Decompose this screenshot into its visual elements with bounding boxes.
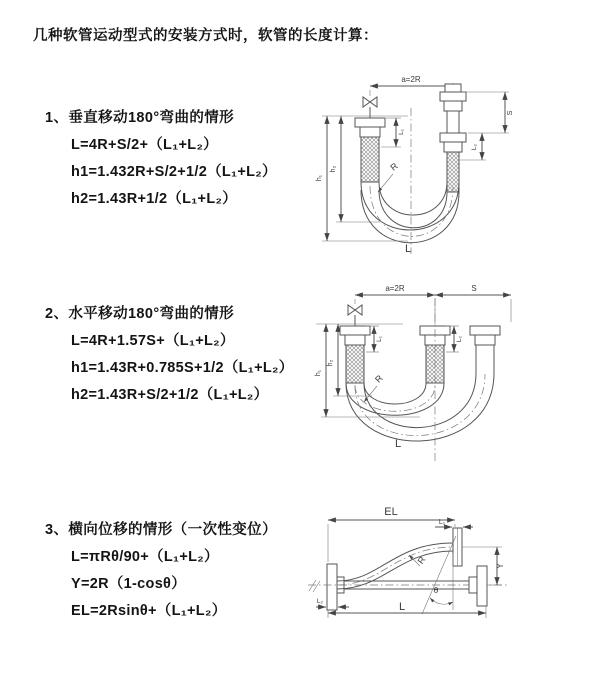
formula-line: L=4R+S/2+（L₁+L₂） (71, 137, 218, 153)
page-title: 几种软管运动型式的安装方式时，软管的长度计算： (33, 28, 378, 44)
left-fitting (340, 326, 370, 383)
hose-loops (361, 182, 459, 243)
dim-label-a2r: a=2R (385, 284, 405, 293)
dim-label-r: R (388, 160, 400, 173)
diagram-lateral-displacement (296, 500, 600, 652)
left-fitting (355, 118, 385, 182)
dim-label-s: S (471, 284, 477, 293)
diagram-vertical-180-bend (308, 70, 600, 260)
right-flange (469, 566, 487, 606)
right-fitting (470, 326, 500, 373)
section-2 (45, 302, 294, 410)
dim-label-h1: h₁ (315, 369, 322, 377)
dim-label-l: L (398, 601, 406, 613)
section-1 (45, 106, 277, 214)
dim-label-r: R (373, 373, 385, 385)
dim-label-l: L (404, 243, 412, 255)
diagram-horizontal-180-bend (308, 278, 600, 473)
angle-arc (430, 598, 453, 604)
dim-label-l2: L₂ (471, 143, 478, 151)
section-1-heading: 1、垂直移动180°弯曲的情形 (45, 110, 235, 126)
dim-label-l1: L₁ (376, 336, 383, 342)
hose-braid (447, 152, 459, 192)
formula-line: h1=1.43R+0.785S+1/2（L₁+L₂） (71, 360, 294, 376)
dim-label-a2r: a=2R (401, 75, 421, 84)
formula-line: h2=1.43R+1/2（L₁+L₂） (71, 191, 238, 207)
dim-label-r: R (415, 554, 428, 566)
valve-icon (348, 305, 362, 315)
hose-loops (346, 373, 494, 441)
formula-line: h2=1.43R+S/2+1/2（L₁+L₂） (71, 387, 269, 403)
formula-line: Y=2R（1-cosθ） (71, 576, 186, 592)
dim-label-h1: h₁ (316, 174, 323, 182)
radius-leader (378, 174, 393, 192)
break-mark (309, 580, 320, 592)
dim-label-s: S (505, 110, 514, 116)
dim-label-theta: θ (433, 585, 439, 595)
dim-label-y: Y (495, 562, 505, 570)
hose-braid (346, 345, 364, 383)
formula-line: h1=1.432R+S/2+1/2（L₁+L₂） (71, 164, 277, 180)
formula-line: L=πRθ/90+（L₁+L₂） (71, 549, 219, 565)
dim-label-l: L (394, 438, 402, 450)
dim-label-l2: L₂ (456, 335, 463, 343)
formula-line: EL=2Rsinθ+（L₁+L₂） (71, 603, 227, 619)
upper-flange (453, 528, 462, 566)
dim-label-l1: L₁ (398, 129, 405, 135)
dim-label-h2: h₂ (330, 165, 337, 173)
section-2-heading: 2、水平移动180°弯曲的情形 (45, 306, 235, 322)
dim-label-el: EL (384, 506, 398, 518)
formula-line: L=4R+1.57S+（L₁+L₂） (71, 333, 235, 349)
section-3 (45, 518, 277, 626)
valve-icon (363, 97, 377, 107)
section-3-heading: 3、横向位移的情形（一次性变位） (45, 522, 277, 538)
left-flange (327, 564, 344, 610)
right-fitting (440, 84, 466, 192)
dim-label-l2: L₂ (316, 598, 324, 605)
hose-braid (361, 137, 379, 182)
dim-label-h2: h₂ (327, 359, 334, 367)
dim-label-l1: L₁ (438, 519, 446, 526)
